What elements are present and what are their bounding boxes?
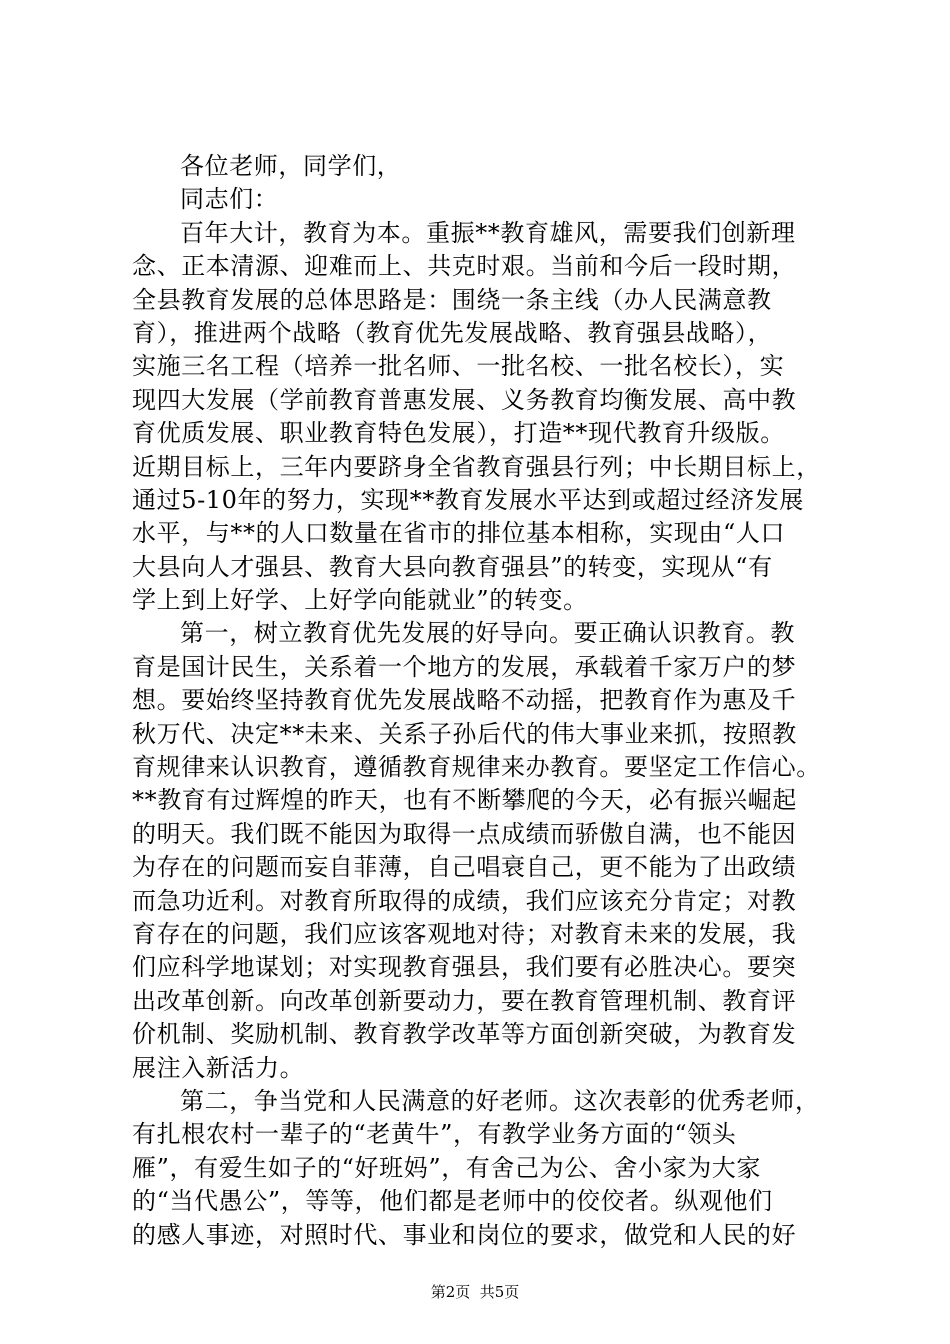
text-line: 的感人事迹，对照时代、事业和岗位的要求，做党和人民的好 bbox=[132, 1220, 797, 1249]
text-line: 秋万代、决定**未来、关系子孙后代的伟大事业来抓，按照教 bbox=[132, 719, 797, 748]
text-line: 育规律来认识教育，遵循教育规律来办教育。要坚定工作信心。 bbox=[132, 753, 821, 782]
text-line: 有扎根农村一辈子的“老黄牛”，有教学业务方面的“领头 bbox=[132, 1120, 737, 1149]
greeting-line: 同志们： bbox=[180, 185, 279, 214]
text-line: 雁”，有爱生如子的“好班妈”，有舍己为公、舍小家为大家 bbox=[132, 1153, 762, 1182]
text-line: 展注入新活力。 bbox=[132, 1053, 305, 1082]
text-line: 育优质发展、职业教育特色发展），打造**现代教育升级版。 bbox=[132, 419, 785, 448]
text-line: 育是国计民生，关系着一个地方的发展，承载着千家万户的梦 bbox=[132, 652, 797, 681]
text-line: 大县向人才强县、教育大县向教育强县”的转变，实现从“有 bbox=[132, 552, 773, 581]
text-line: 为存在的问题而妄自菲薄，自己唱衰自己，更不能为了出政绩 bbox=[132, 853, 797, 882]
text-line: 近期目标上，三年内要跻身全省教育强县行列；中长期目标上， bbox=[132, 452, 821, 481]
text-line: 的明天。我们既不能因为取得一点成绩而骄傲自满，也不能因 bbox=[132, 819, 797, 848]
text-line: 出改革创新。向改革创新要动力，要在教育管理机制、教育评 bbox=[132, 986, 797, 1015]
text-line: 想。要始终坚持教育优先发展战略不动摇，把教育作为惠及千 bbox=[132, 686, 797, 715]
text-line: 实施三名工程（培养一批名师、一批名校、一批名校长），实 bbox=[132, 352, 785, 381]
text-line: 育存在的问题，我们应该客观地对待；对教育未来的发展，我 bbox=[132, 919, 797, 948]
text-line: 而急功近利。对教育所取得的成绩，我们应该充分肯定；对教 bbox=[132, 886, 797, 915]
text-line: 通过5-10年的努力，实现**教育发展水平达到或超过经济发展 bbox=[132, 485, 804, 514]
text-line: 价机制、奖励机制、教育教学改革等方面创新突破，为教育发 bbox=[132, 1020, 797, 1049]
text-line: 们应科学地谋划；对实现教育强县，我们要有必胜决心。要突 bbox=[132, 953, 797, 982]
text-line: 水平，与**的人口数量在省市的排位基本相称，实现由“人口 bbox=[132, 519, 786, 548]
greeting-line: 各位老师，同学们， bbox=[180, 152, 402, 180]
text-line: 念、正本清源、迎难而上、共克时艰。当前和今后一段时期， bbox=[132, 252, 797, 281]
text-line: 现四大发展（学前教育普惠发展、义务教育均衡发展、高中教 bbox=[132, 385, 797, 414]
text-line: 育），推进两个战略（教育优先发展战略、教育强县战略）， bbox=[132, 318, 773, 347]
page-number-footer: 第2页 共5页 bbox=[430, 1283, 520, 1301]
paragraph-first-line: 第二，争当党和人民满意的好老师。这次表彰的优秀老师， bbox=[180, 1086, 820, 1115]
text-line: 全县教育发展的总体思路是：围绕一条主线（办人民满意教 bbox=[132, 285, 772, 314]
paragraph-first-line: 百年大计，教育为本。重振**教育雄风，需要我们创新理 bbox=[180, 218, 796, 247]
text-line: 学上到上好学、上好学向能就业”的转变。 bbox=[132, 586, 588, 615]
paragraph-first-line: 第一，树立教育优先发展的好导向。要正确认识教育。教 bbox=[180, 619, 795, 648]
text-line: 的“当代愚公”，等等，他们都是老师中的佼佼者。纵观他们 bbox=[132, 1187, 773, 1216]
document-body bbox=[132, 150, 832, 1252]
text-line: **教育有过辉煌的昨天，也有不断攀爬的今天，必有振兴崛起 bbox=[132, 786, 797, 815]
